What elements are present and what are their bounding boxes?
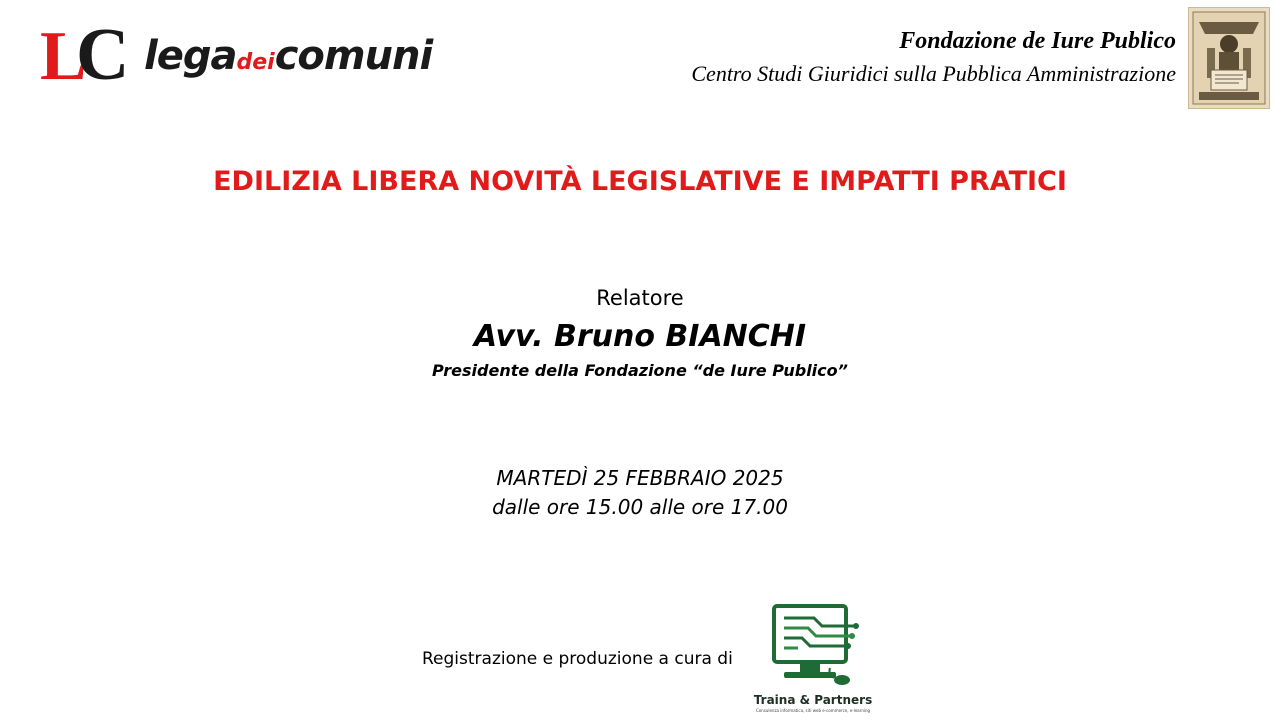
partner-name: Traina & Partners xyxy=(753,693,873,707)
logo-mark-l: L xyxy=(40,18,83,95)
speaker-role: Presidente della Fondazione “de Iure Publico” xyxy=(432,361,848,380)
event-time: dalle ore 15.00 alle ore 17.00 xyxy=(492,495,788,519)
logo-word-lega: lega xyxy=(144,33,237,79)
foundation-title: Fondazione de Iure Publico xyxy=(899,28,1176,54)
partner-tagline: Consulenza informatica, siti web e-commerce, e-learning xyxy=(755,708,871,713)
production-credit: Registrazione e produzione a cura di xyxy=(422,649,733,669)
event-date: MARTEDÌ 25 FEBBRAIO 2025 xyxy=(496,466,784,490)
speaker-name: Avv. Bruno BIANCHI xyxy=(473,319,807,354)
logo-word-dei: dei xyxy=(236,50,275,75)
logo-mark-c: C xyxy=(76,14,130,96)
lega-dei-comuni-logo xyxy=(40,14,440,96)
logo-word-comuni: comuni xyxy=(274,33,433,79)
foundation-header xyxy=(691,26,1176,88)
foundation-subtitle: Centro Studi Giuridici sulla Pubblica Amministrazione xyxy=(691,61,1176,86)
speaker-label: Relatore xyxy=(596,286,684,310)
webinar-title: EDILIZIA LIBERA NOVITÀ LEGISLATIVE E IMPATTI PRATICI xyxy=(213,166,1067,197)
computer-circuit-icon xyxy=(750,600,876,692)
traina-partners-logo xyxy=(750,600,876,718)
foundation-engraving-image xyxy=(1188,7,1270,109)
logo-wordmark xyxy=(144,32,432,87)
engraving-illustration xyxy=(1189,8,1269,108)
lc-monogram xyxy=(40,14,136,96)
